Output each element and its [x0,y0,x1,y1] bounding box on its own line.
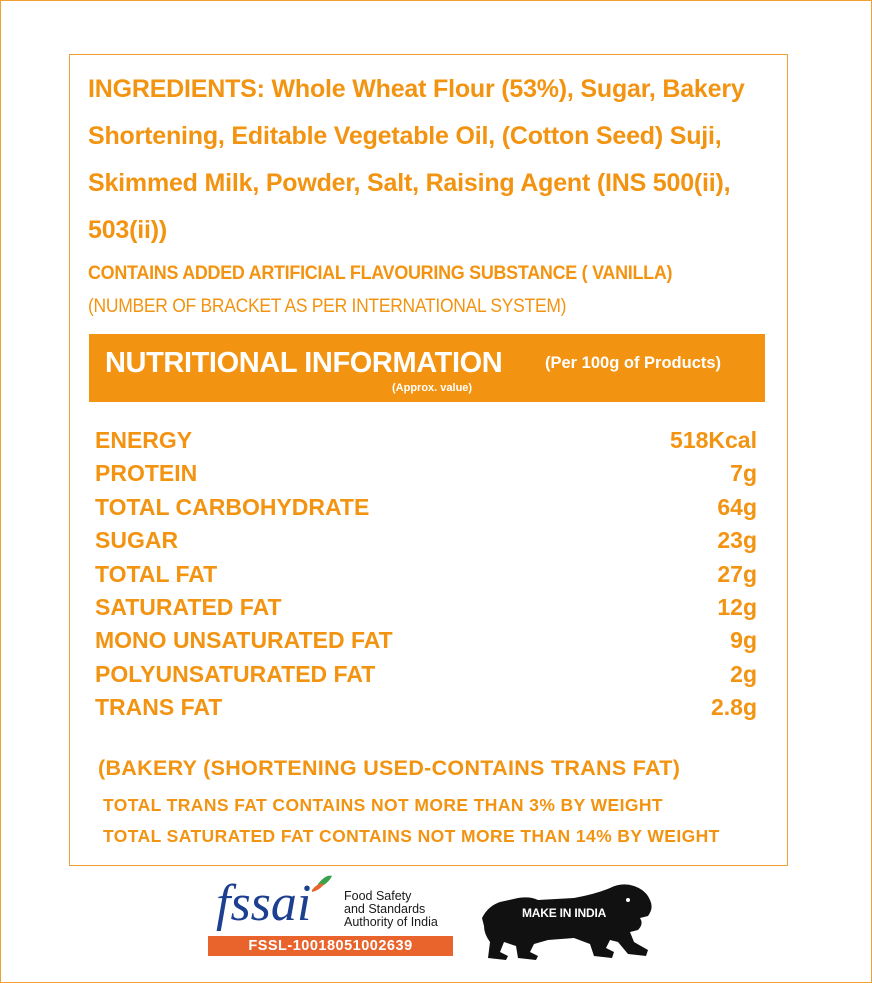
nutrition-row-carbohydrate [95,491,757,524]
nutrient-value: 7g [730,460,757,487]
nutrient-value: 2g [730,660,757,687]
trans-fat-title: (BAKERY (SHORTENING USED-CONTAINS TRANS FAT) [98,756,681,780]
nutrient-value: 518Kcal [670,427,757,453]
nutrient-value: 27g [717,560,757,587]
flavour-note: CONTAINS ADDED ARTIFICIAL FLAVOURING SUBSTANCE ( VANILLA) [88,262,673,284]
nutrition-title: NUTRITIONAL INFORMATION [105,347,503,379]
nutrition-table [95,424,757,725]
nutrient-label: SATURATED FAT [95,593,282,620]
nutrient-label: PROTEIN [95,460,198,487]
fssai-logo-text: fssai [216,875,312,932]
nutrition-row-total-fat [95,558,757,591]
nutrition-per: (Per 100g of Products) [545,354,722,372]
fssai-line-2: and Standards [344,902,426,916]
fssai-authority [344,890,438,929]
nutrition-row-protein [95,457,757,490]
fssai-line-3: Authority of India [344,915,438,929]
nutrient-label: ENERGY [95,427,193,453]
nutrition-approx: (Approx. value) [392,382,473,394]
nutrient-value: 2.8g [710,694,757,721]
nutrient-value: 23g [717,527,757,554]
fssai-badge [208,870,458,960]
nutrition-row-sugar [95,524,757,557]
fssai-logo-icon [214,870,334,936]
make-in-india-badge [478,878,658,960]
nutrient-label: TRANS FAT [95,694,223,721]
ingredients-text: INGREDIENTS: Whole Wheat Flour (53%), Sugar, Bakery Shortening, Editable Vegetable Oil, (Cotton Seed) Suji, Skimmed Milk, Powder, Salt, Raising Agent (INS 500(ii), 503(ii)) [88,75,745,244]
nutrient-label: POLYUNSATURATED FAT [95,660,376,687]
saturated-fat-limit: TOTAL SATURATED FAT CONTAINS NOT MORE THAN 14% BY WEIGHT [103,826,720,846]
nutrition-row-saturated-fat [95,591,757,624]
nutrient-label: SUGAR [95,527,179,554]
nutrient-value: 64g [717,493,757,520]
fssai-license-number: FSSL-10018051002639 [208,936,453,956]
nutrient-label: TOTAL CARBOHYDRATE [95,493,370,520]
fssai-line-1: Food Safety [344,889,412,903]
make-in-india-text: MAKE IN INDIA [522,906,607,920]
nutrition-row-polyunsaturated-fat [95,658,757,691]
nutrition-banner [89,334,765,402]
nutrient-value: 12g [717,593,757,620]
nutrient-label: MONO UNSATURATED FAT [95,627,393,654]
bracket-note: (NUMBER OF BRACKET AS PER INTERNATIONAL SYSTEM) [88,296,567,317]
trans-fat-limit: TOTAL TRANS FAT CONTAINS NOT MORE THAN 3% BY WEIGHT [103,795,663,815]
nutrition-row-mono-unsaturated-fat [95,624,757,657]
nutrient-value: 9g [730,627,757,654]
nutrition-row-energy [95,424,757,457]
nutrient-label: TOTAL FAT [95,560,218,587]
nutrition-row-trans-fat [95,691,757,724]
